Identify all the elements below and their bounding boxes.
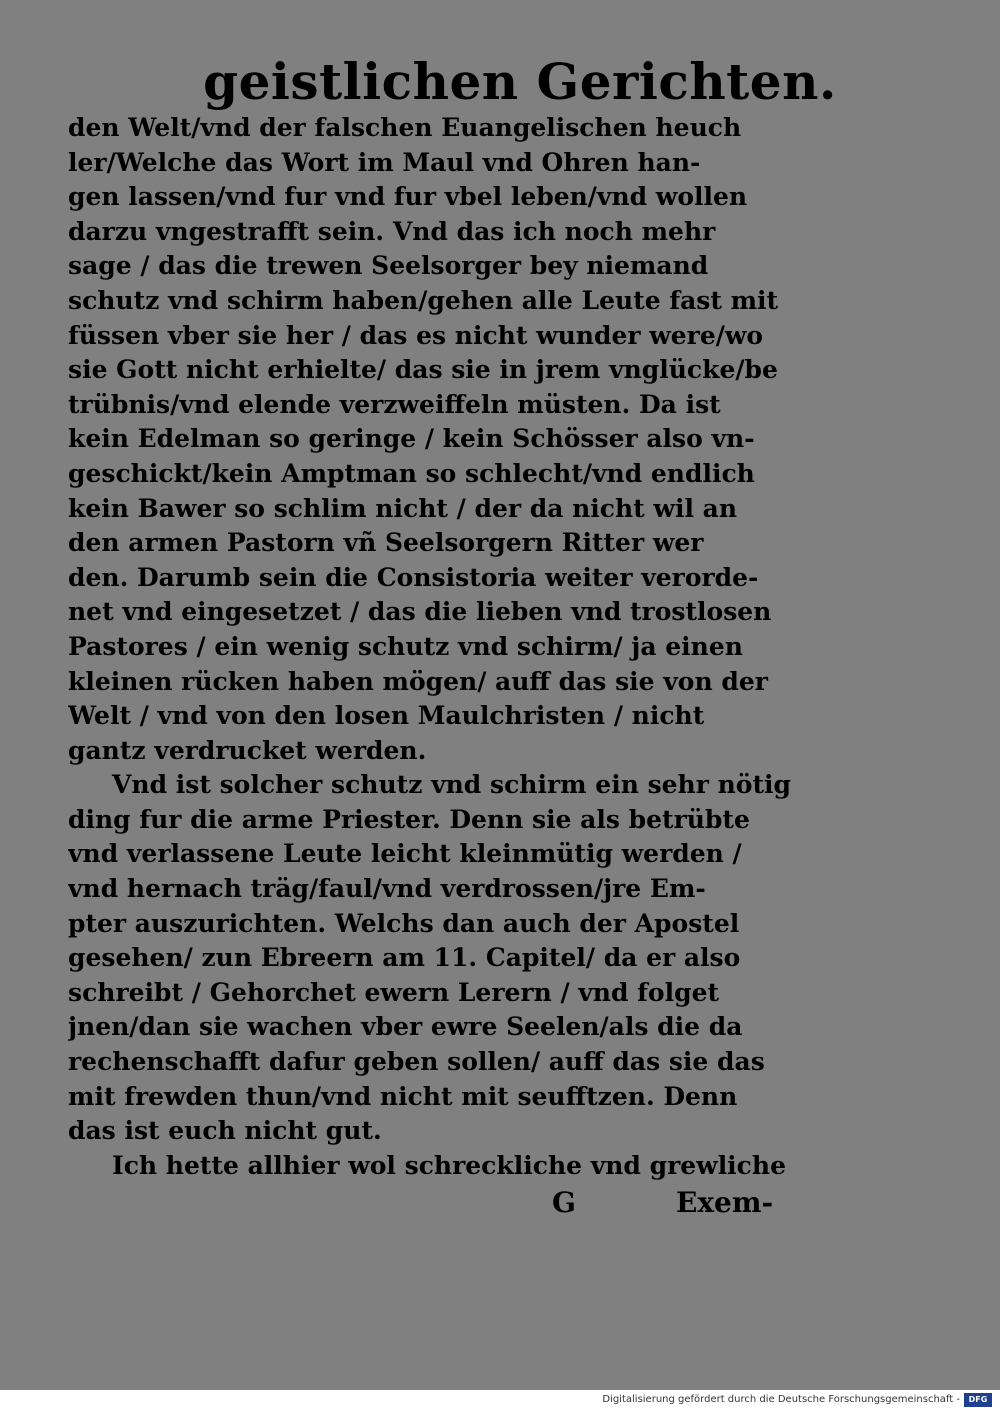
text-line: den armen Pastorn vñ Seelsorgern Ritter wer [68, 528, 704, 558]
text-line: sie Gott nicht erhielte/ das sie in jrem vnglücke/be [68, 355, 778, 385]
text-line: trübnis/vnd elende verzweiffeln müsten. Da ist [68, 389, 721, 419]
text-line: pter auszurichten. Welchs dan auch der Apostel [68, 908, 740, 938]
text-line: kein Edelman so geringe / kein Schösser also vn- [68, 424, 755, 454]
text-line: mit frewden thun/vnd nicht mit seufftzen. Denn [68, 1081, 738, 1111]
text-line: vnd hernach träg/faul/vnd verdrossen/jre Em- [68, 874, 706, 904]
page-foot [0, 1186, 1000, 1226]
text-line: den. Darumb sein die Consistoria weiter verorde- [68, 562, 759, 592]
text-line: das ist euch nicht gut. [68, 1116, 382, 1146]
text-line: Vnd ist solcher schutz vnd schirm ein sehr nötig [112, 770, 791, 800]
text-line: jnen/dan sie wachen vber ewre Seelen/als die da [68, 1012, 743, 1042]
catchword: Exem- [676, 1186, 774, 1219]
digitization-footer [0, 1390, 1000, 1410]
body-text [68, 111, 796, 1183]
text-line: gesehen/ zun Ebreern am 11. Capitel/ da er also [68, 943, 741, 973]
text-line: schutz vnd schirm haben/gehen alle Leute fast mit [68, 285, 779, 315]
text-line: gen lassen/vnd fur vnd fur vbel leben/vnd wollen [68, 182, 748, 212]
text-line: ler/Welche das Wort im Maul vnd Ohren han- [68, 147, 701, 177]
text-line: Welt / vnd von den losen Maulchristen / nicht [68, 701, 705, 731]
text-line: Pastores / ein wenig schutz vnd schirm/ ja einen [68, 631, 743, 661]
text-line: gantz verdrucket werden. [68, 735, 427, 765]
footer-credit: Digitalisierung gefördert durch die Deutsche Forschungsgemeinschaft - [602, 1394, 960, 1405]
text-line: Ich hette allhier wol schreckliche vnd grewliche [112, 1150, 786, 1180]
text-line: vnd verlassene Leute leicht kleinmütig werden / [68, 839, 742, 869]
text-line: den Welt/vnd der falschen Euangelischen heuch [68, 113, 742, 142]
text-line: rechenschafft dafur geben sollen/ auff das sie das [68, 1047, 765, 1077]
signature-mark: G [552, 1186, 576, 1219]
text-line: füssen vber sie her / das es nicht wunder were/wo [68, 320, 764, 350]
text-line: kein Bawer so schlim nicht / der da nicht wil an [68, 493, 738, 523]
text-line: ding fur die arme Priester. Denn sie als betrübte [68, 804, 750, 834]
running-head: geistlichen Gerichten. [203, 52, 837, 111]
text-line: net vnd eingesetzet / das die lieben vnd trostlosen [68, 597, 772, 627]
text-line: kleinen rücken haben mögen/ auff das sie von der [68, 666, 768, 696]
dfg-logo-icon: DFG [964, 1393, 992, 1407]
text-line: geschickt/kein Amptman so schlecht/vnd endlich [68, 458, 755, 488]
text-line: schreibt / Gehorchet ewern Lerern / vnd folget [68, 977, 720, 1007]
text-line: sage / das die trewen Seelsorger bey niemand [68, 251, 709, 281]
text-line: darzu vngestrafft sein. Vnd das ich noch mehr [68, 216, 716, 246]
